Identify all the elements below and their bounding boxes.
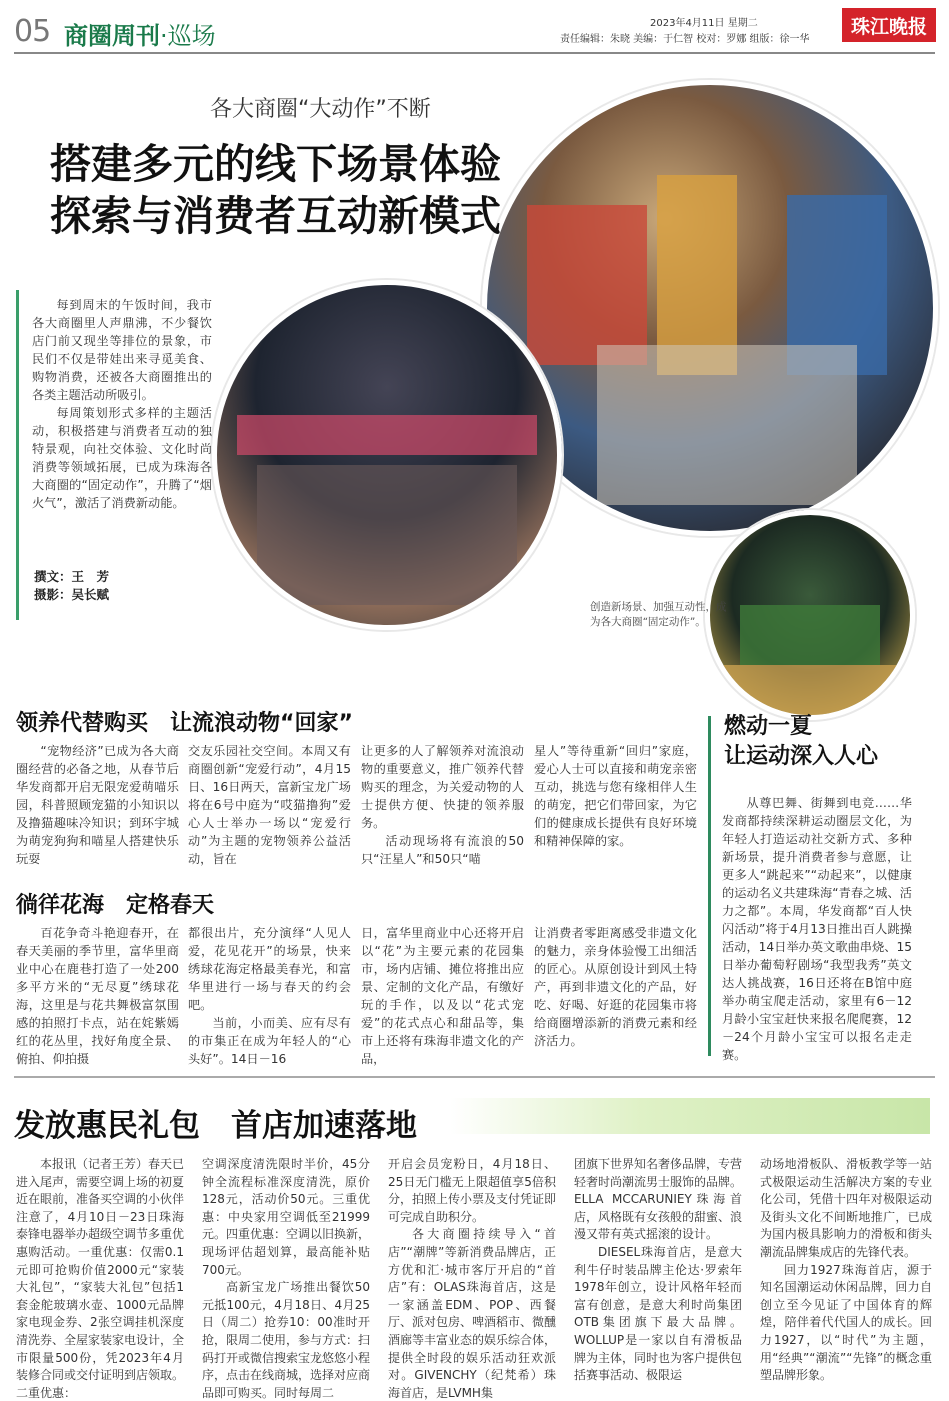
photo-caption: 创造新场景、加强互动性，成为各大商圈“固定动作”。 (590, 601, 727, 628)
paragraph: 当前，小而美、应有尽有的市集正在成为年轻人的“心头好”。14日－16 (188, 1016, 351, 1066)
editor-credits: 责任编辑：朱晓 美编：于仁智 校对：罗娜 组版：徐一华 (560, 34, 810, 45)
paragraph: 高新宝龙广场推出餐饮50元抵100元，4月18日、4月25日（周二）抢券10：00准时开抢，限周二使用，参与方式：扫码打开或微信搜索宝龙悠悠小程序，点击在线商城，选择对应商品即可购买。同时每周二 (202, 1280, 371, 1400)
article-title-gifts: 发放惠民礼包 首店加速落地 (14, 1108, 417, 1144)
page-number: 05 (14, 14, 51, 49)
paragraph: 都很出片，充分演绎“人见人爱，花见花开”的场景，快来绣球花海定格最美春光，和富华里进行一场与春天的约会吧。 (188, 926, 351, 1012)
article-column (760, 1156, 932, 1385)
lead-paragraph: 每到周末的午饭时间，我市各大商圈里人声鼎沸，不少餐饮店门前又现坐等排位的景象，市民们不仅是带娃出来寻觅美食、购物消费，还被各大商圈推出的各类主题活动所吸引。 (32, 298, 212, 402)
paragraph: 星人”等待重新“回归”家庭，爱心人士可以直接和萌宠亲密互动，挑选与您有缘相伴人生的萌宠，把它们带回家，为它们的健康成长提供有良好环境和精神保障的家。 (534, 744, 697, 848)
paragraph: “宠物经济”已成为各大商圈经营的必备之地，从春节后华发商都开启无限宠爱萌喵乐园，科普照顾宠猫的小知识以及撸猫趣味冷知识；到环宇城为萌宠狗狗和喵星人搭建快乐玩耍 (16, 744, 179, 866)
article-column (722, 794, 912, 1064)
paragraph: 本报讯（记者王芳）春天已进入尾声，需要空调上场的初夏近在眼前，准备买空调的小伙伴注意了，4月10日－23日珠海泰锋电器举办超级空调节多重优惠购活动。一重优惠：仅需0.1元即可抢购价值2000元“家装大礼包”，“家装大礼包”包括1套金舵玻璃水壶、1000元品牌家电现金券、2张空调挂机深度清洗券、全屋家装家电设计，全市限量500份，凭2023年4月装修合同或交付证明到店领取。二重优惠： (16, 1157, 185, 1400)
paragraph: 从尊巴舞、街舞到电竞……华发商都持续深耕运动圈层文化，为年轻人打造运动社交新方式、多种新场景，提升消费者参与意愿，让更多人“跳起来”“动起来”，以健康的运动名义共建珠海“青春之城、活力之都”。本周，华发商都“百人快闪活动”将于4月13日推出百人跳操活动，14日举办英文歌曲串烧、15日举办葡萄籽剧场“我型我秀”英文达人挑战赛，16日还将在B馆中庭举办萌宝爬走活动，家里有6－12月龄小宝宝赶快来报名爬爬赛，12－24个月龄小宝宝可以报名走走赛。 (722, 796, 912, 1062)
issue-date: 2023年4月11日 星期二 (650, 18, 758, 29)
article-title-flowers: 徜徉花海 定格春天 (16, 893, 215, 918)
byline (34, 568, 109, 604)
article-column (361, 924, 524, 1068)
paragraph: 交友乐园社交空间。本周又有商圈创新“宠爱行动”，4月15日、16日两天，富新宝龙广场将在6号中庭为“哎猫撸狗”爱心人士举办一场以“宠爱行动”为主题的宠物领养公益活动，旨在 (188, 744, 351, 866)
paragraph: 各大商圈持续导入“首店”“潮牌”等新消费品牌店，正方优和汇·城市客厅开启的“首店”有：OLAS珠海首店，这是一家涵盖EDM、POP、西餐厅、派对包房、啤酒稻市、微醺酒廊等丰富业态的娱乐综合体，提供全时段的娱乐活动狂欢派对。GIVENCHY（纪梵希）珠海首店，是LVMH集 (388, 1227, 557, 1400)
paragraph: 百花争奇斗艳迎春开，在春天美丽的季节里，富华里商业中心在鹿巷打造了一处200多平方米的“无尽夏”绣球花海，这里是与花共舞极富氛围感的拍照打卡点，站在姹紫嫣红的花丛里，找好角度全景、俯拍、仰拍摄 (16, 926, 179, 1066)
article-title-pets: 领养代替购买 让流浪动物“回家” (16, 711, 353, 736)
paragraph: 活动现场将有流浪的50只“汪星人”和50只“喵 (361, 834, 524, 866)
article-column (188, 924, 351, 1068)
lead-paragraph: 每周策划形式多样的主题活动，积极搭建与消费者互动的独特景观，向社交体验、文化时尚消费等领域拓展，已成为珠海各大商圈的“固定动作”，升腾了“烟火气”，激活了消费新动能。 (32, 406, 212, 510)
article-column (388, 1156, 556, 1401)
article-column (16, 1156, 184, 1401)
headline-line-2: 探索与消费者互动新模式 (50, 192, 501, 240)
author: 撰文：王 芳 (34, 569, 110, 584)
article-column (16, 742, 179, 868)
main-headline (50, 138, 650, 242)
title-line: 燃动一夏 (724, 714, 813, 739)
paragraph: 动场地滑板队、滑板教学等一站式极限运动生活解决方案的专业化公司，凭借十四年对极限运动及街头文化不间断地推广，已成为国内极具影响力的滑板和街头潮流品牌集成店的先锋代表。 (760, 1157, 932, 1259)
article-title-sport (724, 712, 878, 772)
paragraph: 让更多的人了解领养对流浪动物的重要意义，推广领养代替购买的理念，为关爱动物的人士提供方便、快捷的领养服务。 (361, 744, 524, 830)
article-column (188, 742, 351, 868)
kicker: 各大商圈“大动作”不断 (210, 97, 431, 122)
section-divider (14, 1076, 935, 1078)
paragraph: 让消费者零距离感受非遗文化的魅力，亲身体验慢工出细活的匠心。从原创设计到风土特产，再到非遗文化的产品，好吃、好喝、好逛的花园集市将给商圈增添新的消费元素和经济活力。 (534, 926, 697, 1048)
lead-text (32, 296, 212, 512)
paragraph: 空调深度清洗限时半价，45分钟全流程标准深度清洗，原价128元，活动价50元。三重优惠：中央家用空调低至21999元。四重优惠：空调以旧换新，现场评估超划算，最高能补贴700元。 (202, 1157, 371, 1277)
headline-line-1: 搭建多元的线下场景体验 (50, 140, 501, 188)
paragraph: DIESEL珠海首店，是意大利牛仔时装品牌主伦达·罗索年1978年创立，设计风格年轻而富有创意，是意大利时尚集团OTB集团旗下最大品牌。WOLLUP是一家以自有滑板品牌为主体，同时也为客户提供包括赛事活动、极限运 (574, 1244, 743, 1383)
article-column (16, 924, 179, 1068)
section-title (64, 16, 216, 51)
photographer: 摄影：吴长赋 (34, 587, 110, 602)
header-divider (14, 52, 935, 54)
article-column (361, 742, 524, 868)
article-column (574, 1156, 742, 1385)
paragraph: 日，富华里商业中心还将开启以“花”为主要元素的花园集市，场内店铺、摊位将推出应景、定制的文化产品，有缴好玩的手作，以及以“花式宠爱”的花式点心和甜品等，集市上还将有珠海非遗文化的产品， (361, 926, 524, 1066)
paragraph: 回力1927珠海首店，源于知名国潮运动休闲品牌，回力自创立至今见证了中国体育的辉煌，陪伴着代代国人的成长。回力1927，以“时代”为主题，用“经典”“潮流”“先锋”的概念重塑品牌形象。 (760, 1262, 932, 1383)
paragraph: 团旗下世界知名奢侈品牌，专营轻奢时尚潮流男士服饰的品牌。ELLA MCCARUNIEY珠海首店，风格既有女孩般的甜蜜、浪漫又带有英式摇滚的设计。 (574, 1157, 743, 1242)
paragraph: 开启会员宠粉日，4月18日、25日无门槛无上限超值享5倍积分，拍照上传小票及支付凭证即可完成自助积分。 (388, 1157, 557, 1224)
article-column (534, 924, 697, 1050)
photo-night-plaza (705, 510, 915, 720)
photo-mall-interior (212, 280, 562, 630)
title-accent-band (450, 1098, 930, 1134)
title-line: 让运动深入人心 (724, 744, 879, 769)
article-column (202, 1156, 370, 1401)
section-name: 商圈周刊 (64, 22, 160, 50)
subsection-name: ·巡场 (160, 22, 216, 50)
article-column (534, 742, 697, 850)
newspaper-logo: 珠江晚报 (842, 8, 936, 42)
